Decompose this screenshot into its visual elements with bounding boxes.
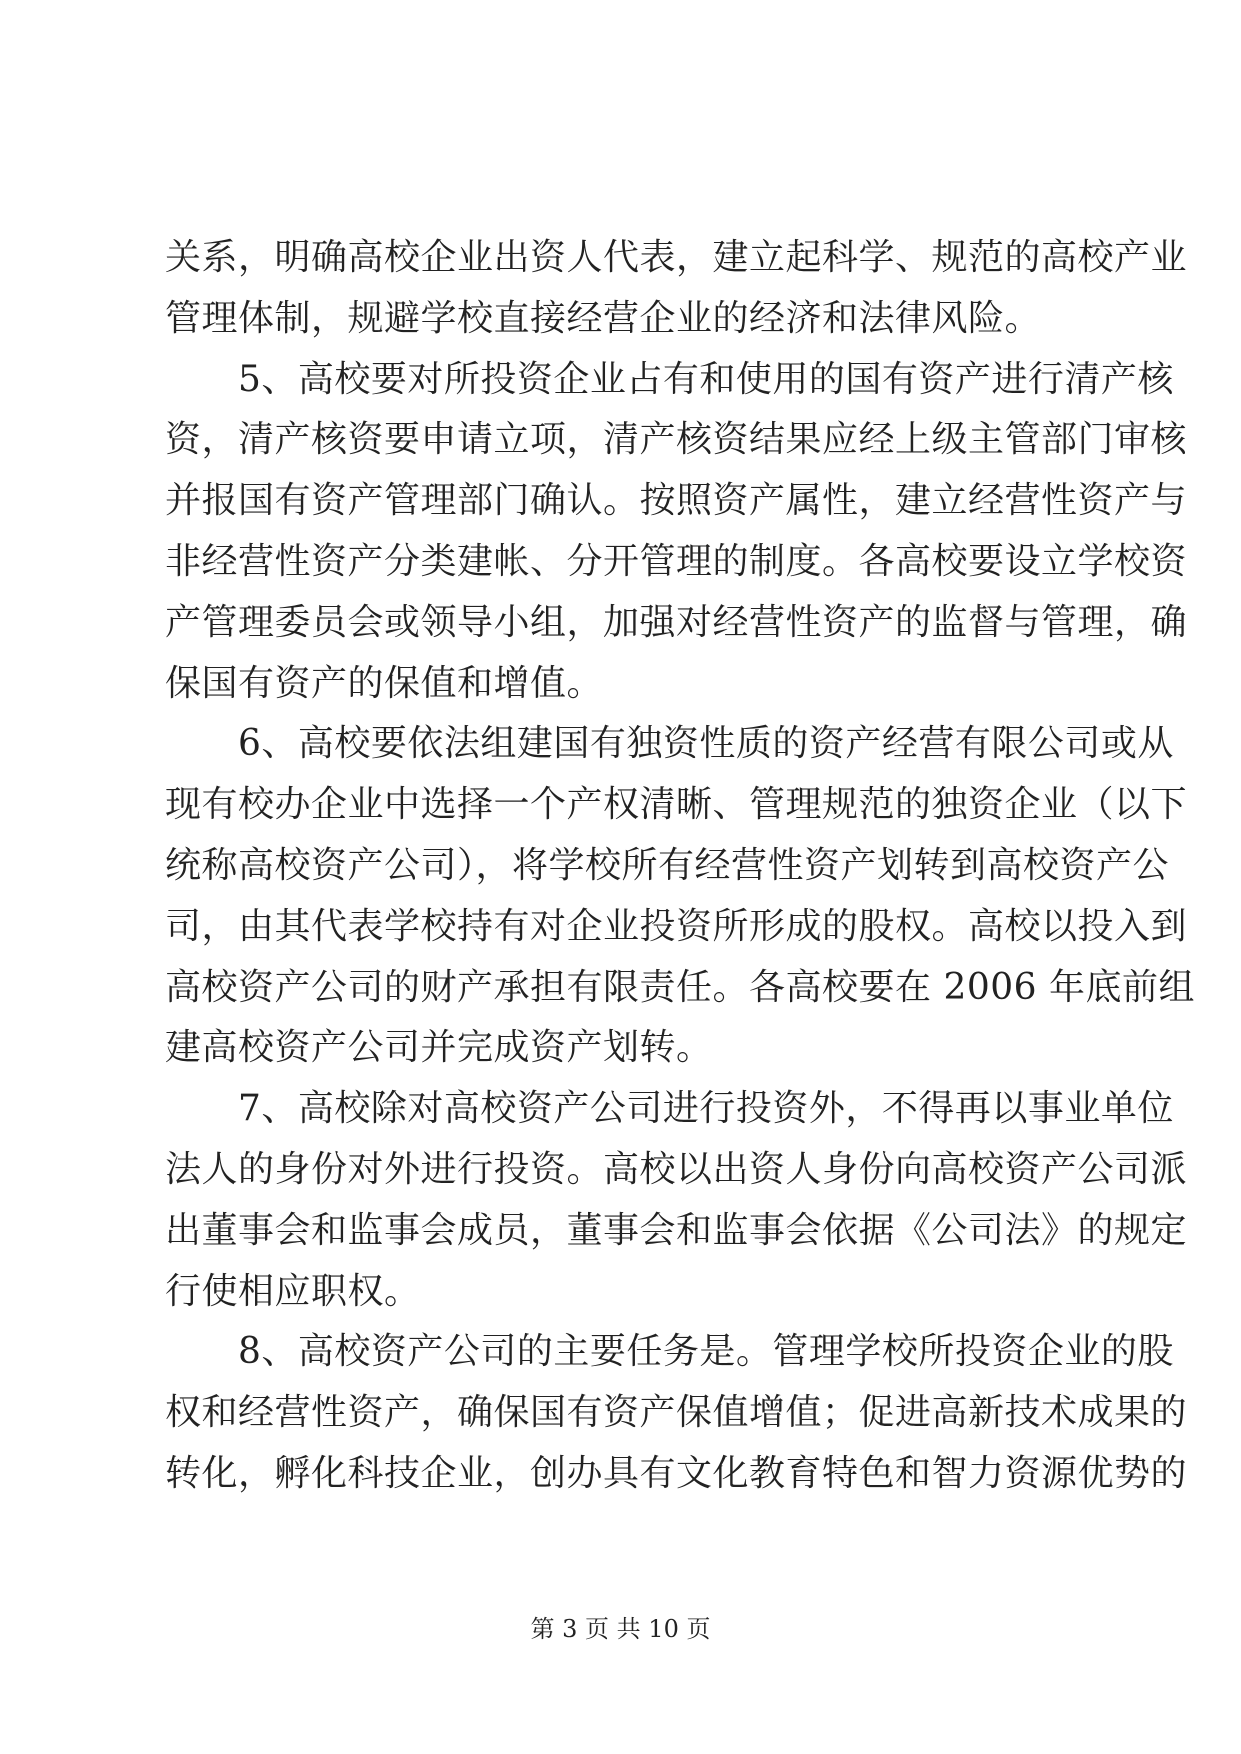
- text-line-3: 5、高校要对所投资企业占有和使用的国有资产进行清产核: [165, 358, 1174, 400]
- text-line-13: 高校资产公司的财产承担有限责任。各高校要在 2006 年底前组: [165, 966, 1196, 1008]
- text-line-5: 并报国有资产管理部门确认。按照资产属性，建立经营性资产与: [165, 480, 1188, 522]
- text-line-14: 建高校资产公司并完成资产划转。: [165, 1027, 713, 1069]
- text-line-19: 8、高校资产公司的主要任务是。管理学校所投资企业的股: [165, 1331, 1174, 1373]
- text-line-10: 现有校办企业中选择一个产权清晰、管理规范的独资企业（以下: [165, 784, 1188, 826]
- text-line-18: 行使相应职权。: [165, 1270, 421, 1312]
- text-line-4: 资，清产核资要申请立项，清产核资结果应经上级主管部门审核: [165, 419, 1188, 461]
- page-number-footer: 第 3 页 共 10 页: [530, 1615, 711, 1643]
- text-line-7: 产管理委员会或领导小组，加强对经营性资产的监督与管理，确: [165, 601, 1188, 643]
- text-line-8: 保国有资产的保值和增值。: [165, 662, 604, 704]
- text-line-17: 出董事会和监事会成员，董事会和监事会依据《公司法》的规定: [165, 1209, 1188, 1251]
- text-line-20: 权和经营性资产，确保国有资产保值增值；促进高新技术成果的: [165, 1392, 1188, 1434]
- text-line-1: 关系，明确高校企业出资人代表，建立起科学、规范的高校产业: [165, 237, 1188, 278]
- text-line-6: 非经营性资产分类建帐、分开管理的制度。各高校要设立学校资: [165, 540, 1188, 582]
- text-line-11: 统称高校资产公司），将学校所有经营性资产划转到高校资产公: [165, 844, 1170, 886]
- text-line-15: 7、高校除对高校资产公司进行投资外，不得再以事业单位: [165, 1088, 1174, 1130]
- document-body: [165, 228, 1196, 1505]
- text-line-9: 6、高校要依法组建国有独资性质的资产经营有限公司或从: [165, 723, 1174, 765]
- text-line-2: 管理体制，规避学校直接经营企业的经济和法律风险。: [165, 297, 1042, 339]
- text-line-16: 法人的身份对外进行投资。高校以出资人身份向高校资产公司派: [165, 1148, 1188, 1190]
- text-line-21: 转化，孵化科技企业，创办具有文化教育特色和智力资源优势的: [165, 1452, 1188, 1494]
- text-line-12: 司，由其代表学校持有对企业投资所形成的股权。高校以投入到: [165, 905, 1188, 947]
